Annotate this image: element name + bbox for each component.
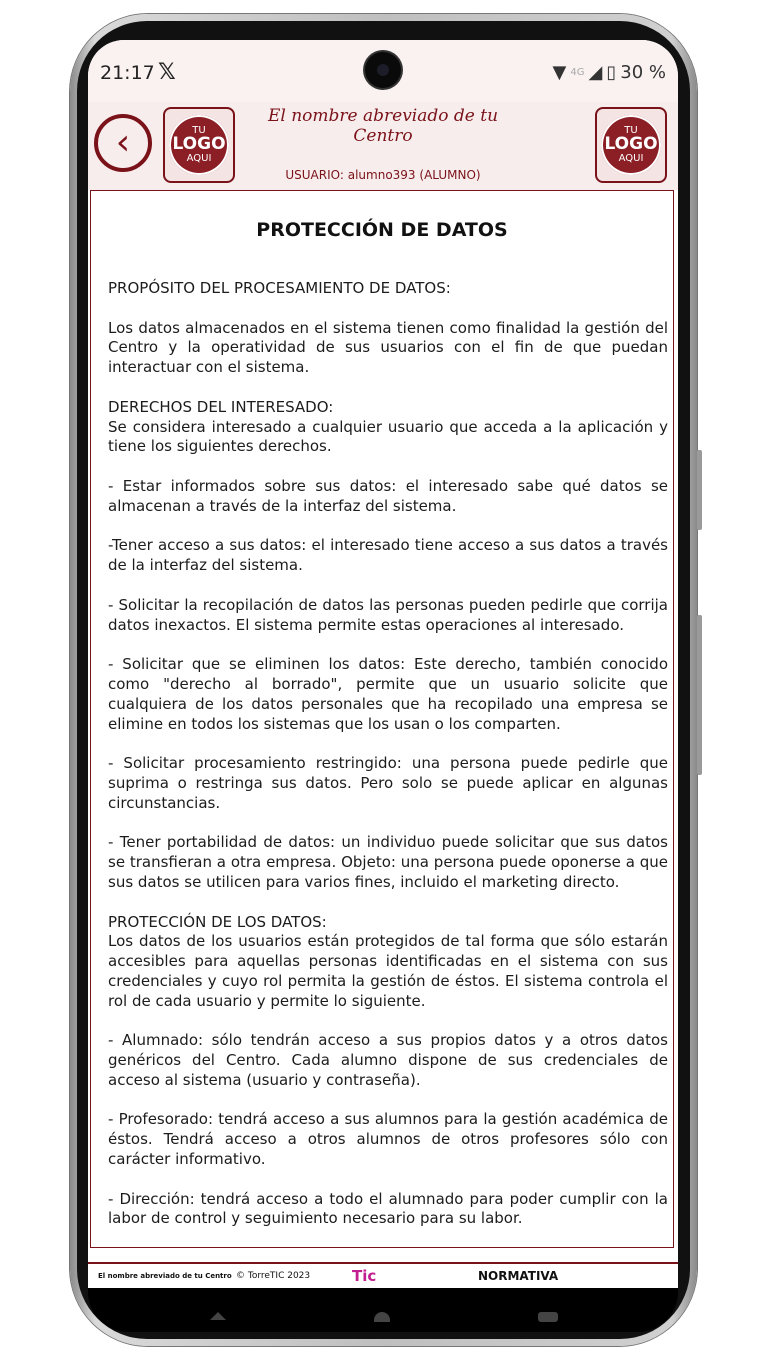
logo-line1: TU [624, 124, 638, 136]
logo-line3: AQUI [618, 152, 644, 164]
paragraph: - Estar informados sobre sus datos: el interesado sabe qué datos se almacenan a través de la interfaz del sistema. [108, 476, 668, 515]
paragraph: - Solicitar procesamiento restringido: una persona puede pedirle que suprima o restringa sus datos. Pero solo se puede aplicar en algunas circunstancias. [108, 754, 668, 812]
paragraph: Los datos almacenados en el sistema tienen como finalidad la gestión del Centro y la operatividad de sus usuarios con el fin de que puedan interactuar con el sistema. [108, 318, 668, 377]
front-camera [365, 52, 401, 88]
paragraph: - Alumnado: sólo tendrán acceso a sus propios datos y a otros datos genéricos del Centro. Cada alumno dispone de sus credenciales de acceso al sistema (usuario y contraseña). [108, 1031, 668, 1089]
logo-line1: TU [192, 124, 206, 136]
logo-left[interactable] [163, 107, 235, 183]
status-time: 21:17 [100, 62, 155, 84]
logo-line2: LOGO [172, 134, 226, 155]
content-panel[interactable] [90, 190, 674, 1248]
paragraph: -Tener acceso a sus datos: el interesado tiene acceso a sus datos a través de la interfaz del sistema. [108, 536, 668, 575]
status-icons [553, 62, 666, 83]
nav-home-icon[interactable] [374, 1312, 390, 1322]
status-bar [88, 40, 678, 102]
signal-label: 4G [570, 67, 585, 78]
wifi-icon: ▼ [552, 62, 567, 83]
nav-back-icon[interactable] [210, 1312, 226, 1320]
battery-label: 30 % [620, 62, 666, 83]
screen [88, 40, 678, 1288]
back-button[interactable] [94, 114, 152, 172]
system-nav-bar [88, 1288, 678, 1332]
nav-recents-icon[interactable] [538, 1312, 558, 1322]
app-header [88, 102, 678, 190]
policy-text [108, 279, 668, 1248]
paragraph: - Solicitar la recopilación de datos las personas pueden pedirle que corrija datos inexactos. El sistema permite estas operaciones al interesado. [108, 595, 668, 634]
logo-right[interactable] [595, 107, 667, 183]
chevron-left-icon: ‹ [115, 122, 131, 163]
footer-copyright: © TorreTIC 2023 [236, 1271, 311, 1281]
page-title: PROTECCIÓN DE DATOS [256, 219, 508, 241]
battery-icon: ▯ [606, 62, 617, 83]
paragraph: - Solicitar que se eliminen los datos: Este derecho, también conocido como "derecho al borrado", permite que un usuario solicite que cualquiera de los datos personales que ha recopilado una empresa se elimine en todos los sistemas que los usan o los comparten. [108, 655, 668, 733]
footer-center-name: El nombre abreviado de tu Centro [98, 1272, 232, 1280]
paragraph: - Dirección: tendrá acceso a todo el alumnado para poder cumplir con la labor de control y seguimiento necesario para su labor. [108, 1189, 668, 1228]
paragraph: DERECHOS DEL INTERESADO: Se considera interesado a cualquier usuario que acceda a la aplicación y tiene los siguientes derechos. [108, 397, 668, 456]
logo-icon [601, 115, 661, 175]
power-button [697, 450, 702, 530]
logo-icon [169, 115, 229, 175]
user-info: USUARIO: alumno393 (ALUMNO) [285, 168, 481, 182]
signal-icon: ◢ [588, 62, 603, 83]
x-icon: 𝕏 [158, 60, 176, 85]
logo-line3: AQUI [186, 152, 212, 164]
logo-line2: LOGO [604, 134, 658, 155]
normativa-link[interactable]: NORMATIVA [478, 1269, 559, 1283]
paragraph: - Tener portabilidad de datos: un individuo puede solicitar que sus datos se transfieran a otra empresa. Objeto: una persona puede oponerse a que sus datos se utilicen para varios fines, incluido el marketing directo. [108, 833, 668, 891]
center-name: El nombre abreviado de tu Centro [267, 106, 499, 146]
paragraph: - Profesorado: tendrá acceso a sus alumnos para la gestión académica de éstos. Tendrá acceso a otros alumnos de otros profesores sólo con carácter informativo. [108, 1110, 668, 1169]
footer [88, 1262, 678, 1288]
torretic-logo: Tic [352, 1267, 377, 1285]
volume-button [697, 615, 702, 775]
paragraph: PROPÓSITO DEL PROCESAMIENTO DE DATOS: [108, 279, 451, 297]
paragraph: PROTECCIÓN DE LOS DATOS: Los datos de los usuarios están protegidos de tal forma que sólo estarán accesibles para aquellas personas identificadas en el sistema con sus credenciales y cuyo rol permita la gestión de éstos. El sistema controla el rol de cada usuario y permite lo siguiente. [108, 912, 668, 1010]
